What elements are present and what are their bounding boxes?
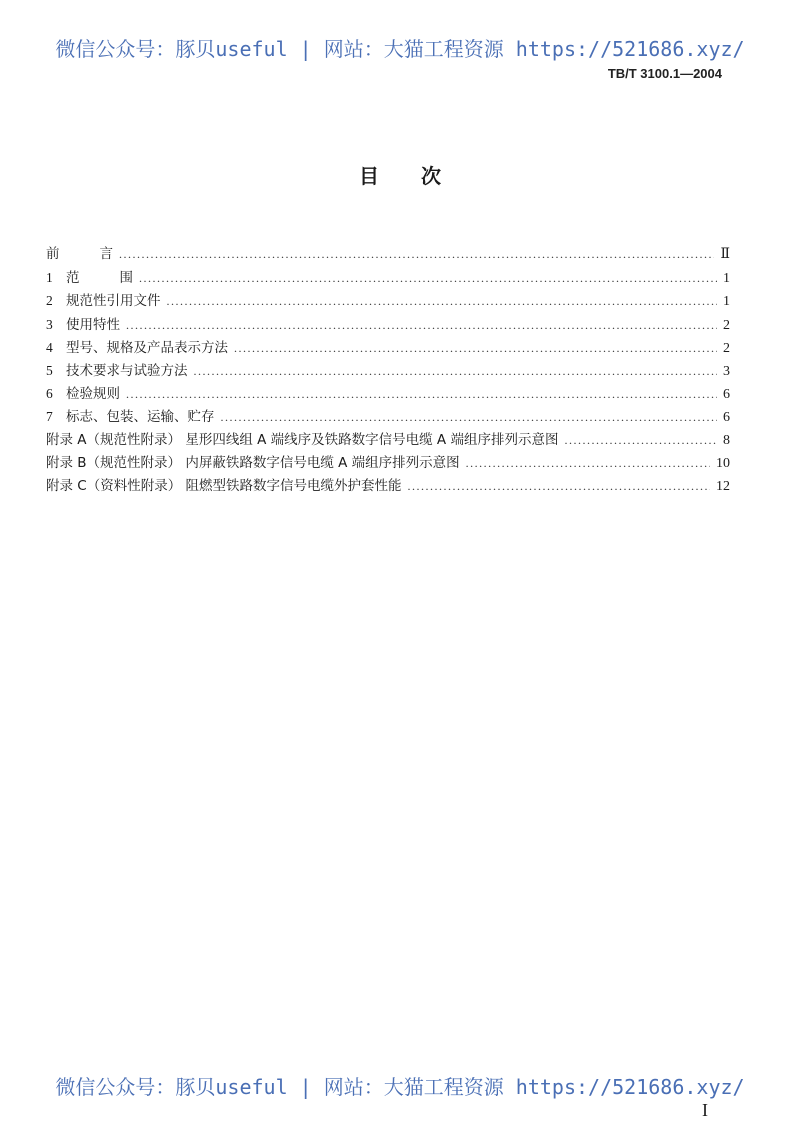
toc-leader-dots (564, 429, 717, 452)
toc-leader-dots (466, 452, 710, 475)
toc-entry-number: 5 (46, 362, 53, 378)
toc-entry-label: 技术要求与试验方法 (66, 362, 188, 379)
toc-entry-page: 2 (723, 317, 730, 333)
watermark-top: 微信公众号：豚贝useful | 网站：大猫工程资源 https://521686.xyz/ (55, 37, 745, 61)
toc-entry-page: Ⅱ (720, 247, 730, 262)
toc-entry-annex-b[interactable] (46, 452, 730, 475)
toc-entry-label: 附录 A（规范性附录） 星形四线组 A 端线序及铁路数字信号电缆 A 端组序排列示意图 (46, 431, 559, 448)
toc-entry-number: 7 (46, 409, 53, 425)
toc-entry-label: 前言 (46, 246, 153, 262)
toc-entry-usage-characteristics[interactable] (46, 313, 730, 336)
toc-entry-page: 3 (723, 363, 730, 379)
toc-entry-page: 2 (723, 340, 730, 356)
toc-title: 目次 (359, 164, 483, 188)
toc-entry-number: 1 (46, 270, 53, 286)
toc-entry-number: 3 (46, 316, 53, 332)
toc-entry-annex-a[interactable] (46, 429, 730, 452)
toc-entry-marking-packaging[interactable] (46, 405, 730, 428)
toc-entry-number: 2 (46, 293, 53, 309)
toc-entry-number: 6 (46, 386, 53, 402)
toc-entry-page: 10 (716, 455, 730, 471)
toc-entry-scope[interactable] (46, 266, 730, 289)
toc-entry-page: 1 (723, 271, 730, 287)
toc-entry-normative-references[interactable] (46, 289, 730, 312)
toc-entry-number: 4 (46, 339, 53, 355)
toc-entry-page: 8 (723, 432, 730, 448)
standard-number: TB/T 3100.1—2004 (607, 66, 722, 81)
toc-entry-label: 标志、包装、运输、贮存 (66, 409, 215, 426)
toc-leader-dots (408, 475, 710, 498)
toc-entry-technical-requirements[interactable] (46, 359, 730, 382)
toc-entry-label: 检验规则 (66, 386, 120, 403)
toc-entry-page: 6 (723, 387, 730, 403)
toc-leader-dots (234, 337, 717, 360)
toc-leader-dots (167, 290, 718, 313)
toc-entry-foreword[interactable] (46, 243, 730, 266)
toc-leader-dots (126, 383, 717, 406)
toc-entry-annex-c[interactable] (46, 475, 730, 498)
toc-entry-models-specifications[interactable] (46, 336, 730, 359)
toc-entry-label: 规范性引用文件 (66, 293, 161, 310)
toc-entry-page: 1 (723, 294, 730, 310)
toc-entry-label: 型号、规格及产品表示方法 (66, 339, 228, 356)
toc-entry-label: 附录 B（规范性附录） 内屏蔽铁路数字信号电缆 A 端组序排列示意图 (46, 454, 460, 471)
toc-leader-dots (119, 243, 714, 266)
toc-leader-dots (139, 267, 717, 290)
toc-entry-inspection-rules[interactable] (46, 382, 730, 405)
page-number: I (702, 1100, 708, 1120)
toc-leader-dots (221, 406, 718, 429)
table-of-contents (46, 243, 730, 498)
toc-leader-dots (126, 314, 717, 337)
toc-entry-label: 使用特性 (66, 316, 120, 333)
toc-entry-page: 12 (716, 478, 730, 494)
toc-leader-dots (194, 360, 718, 383)
toc-entry-page: 6 (723, 410, 730, 426)
watermark-bottom: 微信公众号：豚贝useful | 网站：大猫工程资源 https://521686.xyz/ (55, 1075, 745, 1099)
toc-entry-label: 范围 (66, 270, 173, 287)
toc-entry-label: 附录 C（资料性附录） 阻燃型铁路数字信号电缆外护套性能 (46, 477, 402, 494)
